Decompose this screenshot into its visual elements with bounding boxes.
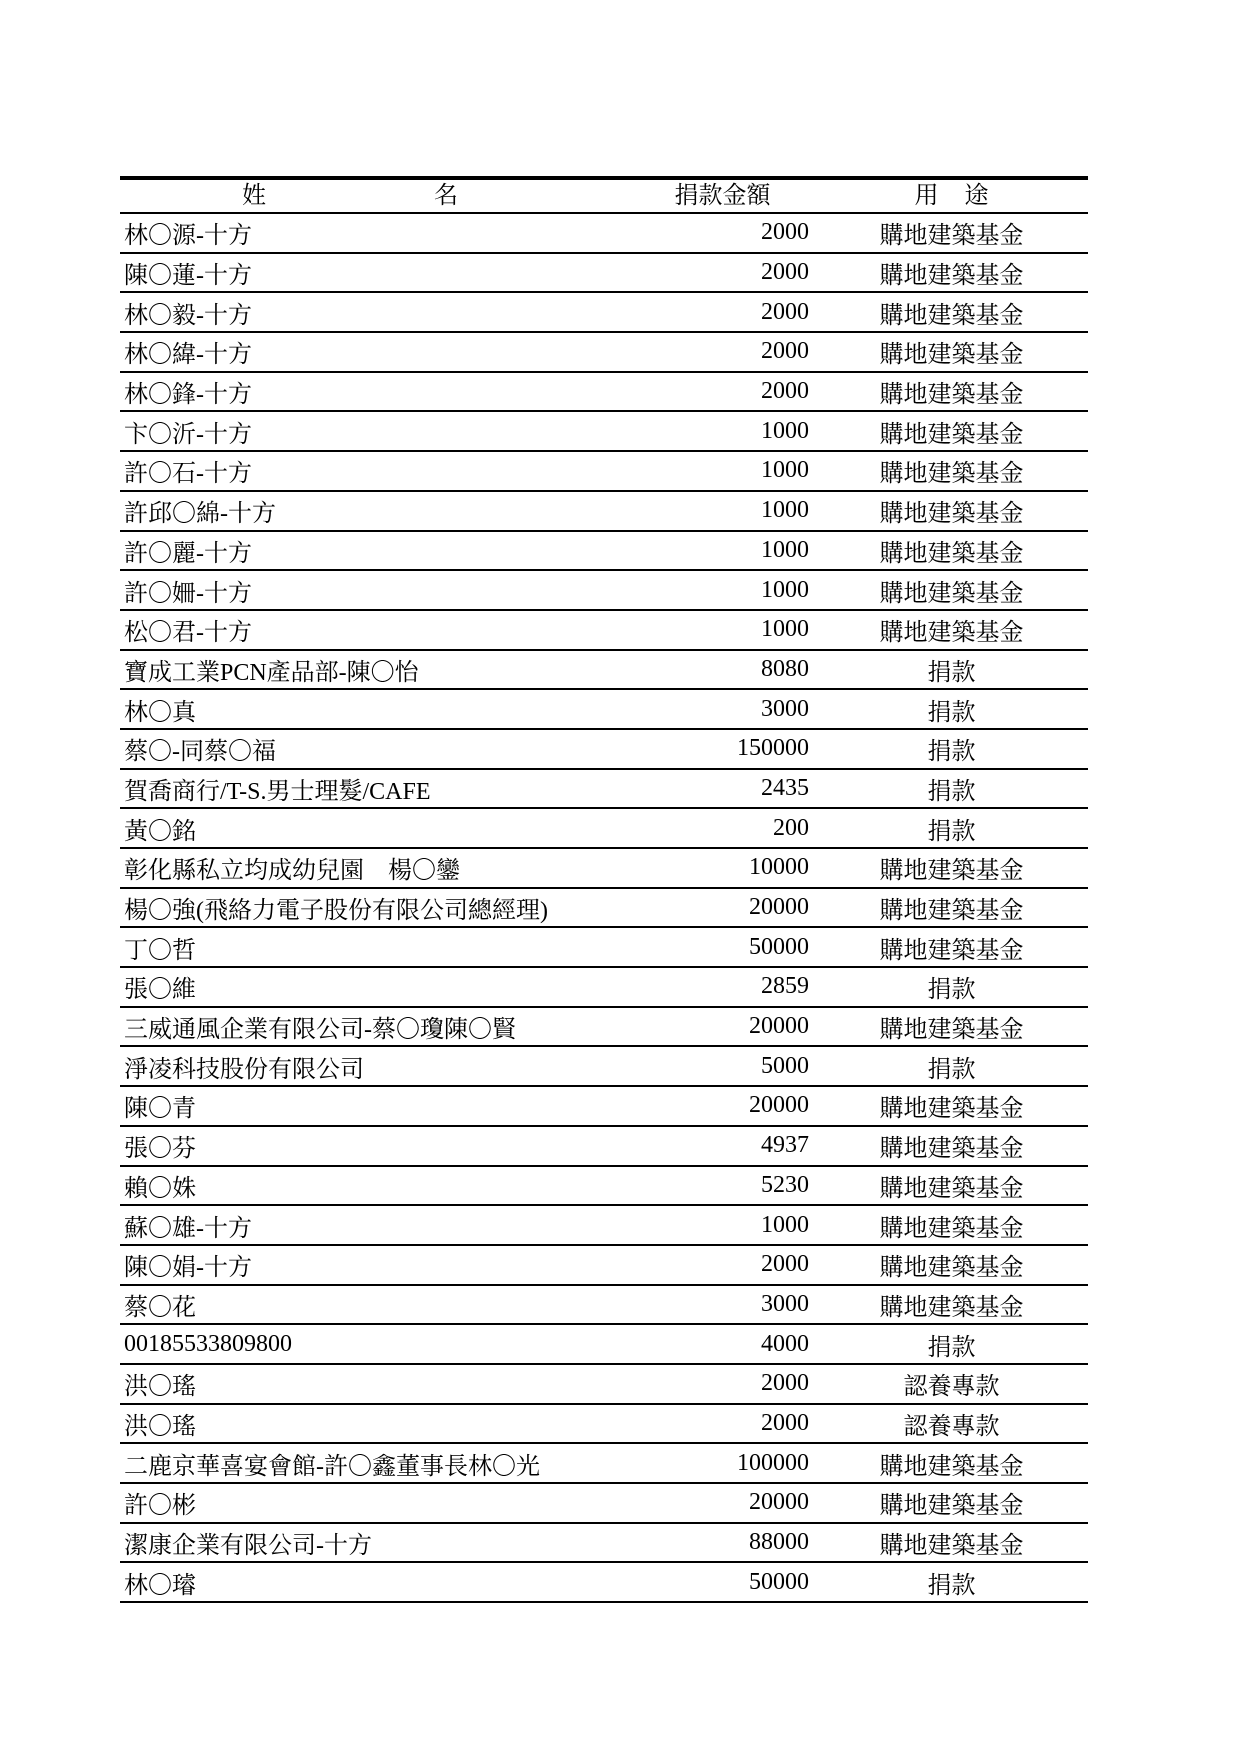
donation-amount-cell: 5230 [761,1171,809,1198]
donation-amount-cell: 2435 [761,774,809,801]
donor-name-cell: 彰化縣私立均成幼兒園 楊〇鑾 [124,858,460,885]
donor-name-cell: 許邱〇綿-十方 [124,501,276,528]
donor-name-cell: 賀喬商行/T-S.男士理髮/CAFE [124,778,431,805]
donation-purpose-cell: 購地建築基金 [879,898,1024,925]
table-row [120,1127,1088,1167]
donation-purpose-cell: 購地建築基金 [879,540,1024,567]
donor-name-cell: 二鹿京華喜宴會館-許〇鑫董事長林〇光 [124,1453,540,1480]
donation-amount-cell: 5000 [761,1052,809,1079]
table-row [120,1167,1088,1207]
donation-purpose-cell: 捐款 [927,1334,976,1361]
donation-purpose-cell: 購地建築基金 [879,1493,1024,1520]
header-amount: 捐款金額 [674,183,771,209]
donation-amount-cell: 50000 [749,933,809,960]
donation-purpose-cell: 購地建築基金 [879,263,1024,290]
header-name: 姓 名 [242,183,498,209]
donor-name-cell: 丁〇哲 [124,937,196,964]
donor-name-cell: 陳〇蓮-十方 [124,263,252,290]
donor-name-cell: 林〇毅-十方 [124,302,252,329]
table-row [120,214,1088,254]
donor-name-cell: 蔡〇-同蔡〇福 [124,739,276,766]
table-row [120,1047,1088,1087]
donor-name-cell: 林〇緯-十方 [124,342,252,369]
donation-amount-cell: 2000 [761,1409,809,1436]
table-row [120,770,1088,810]
donor-name-cell: 張〇維 [124,977,196,1004]
donation-purpose-cell: 購地建築基金 [879,501,1024,528]
donor-name-cell: 林〇璿 [124,1572,196,1599]
donation-purpose-cell: 認養專款 [903,1374,1000,1401]
donation-purpose-cell: 購地建築基金 [879,1175,1024,1202]
table-row [120,1087,1088,1127]
donor-name-cell: 張〇芬 [124,1136,196,1163]
table-row [120,412,1088,452]
donation-purpose-cell: 購地建築基金 [879,1096,1024,1123]
donor-name-cell: 蔡〇花 [124,1294,196,1321]
table-row [120,1405,1088,1445]
donor-name-cell: 楊〇強(飛絡力電子股份有限公司總經理) [124,898,548,925]
donor-name-cell: 洪〇瑤 [124,1374,196,1401]
table-header-row [120,176,1088,214]
table-row [120,492,1088,532]
donation-amount-cell: 50000 [749,1568,809,1595]
table-row [120,690,1088,730]
donation-purpose-cell: 購地建築基金 [879,382,1024,409]
donation-purpose-cell: 購地建築基金 [879,342,1024,369]
table-row [120,1206,1088,1246]
donation-purpose-cell: 購地建築基金 [879,1453,1024,1480]
donation-amount-cell: 10000 [749,854,809,881]
donation-purpose-cell: 購地建築基金 [879,461,1024,488]
table-row [120,889,1088,929]
donation-purpose-cell: 捐款 [927,818,976,845]
table-row [120,571,1088,611]
donation-purpose-cell: 購地建築基金 [879,223,1024,250]
table-body [120,214,1088,1603]
donation-amount-cell: 88000 [749,1529,809,1556]
table-row [120,452,1088,492]
donor-name-cell: 許〇麗-十方 [124,540,252,567]
donation-amount-cell: 3000 [761,1290,809,1317]
table-row [120,1325,1088,1365]
donor-name-cell: 林〇鋒-十方 [124,382,252,409]
table-row [120,968,1088,1008]
donation-table [120,176,1088,1603]
donor-name-cell: 松〇君-十方 [124,620,252,647]
donor-name-cell: 三威通風企業有限公司-蔡〇瓊陳〇賢 [124,1017,516,1044]
donation-amount-cell: 2000 [761,219,809,246]
donation-amount-cell: 1000 [761,576,809,603]
donation-purpose-cell: 購地建築基金 [879,1017,1024,1044]
donation-amount-cell: 150000 [737,735,809,762]
donation-amount-cell: 2000 [761,1370,809,1397]
donation-purpose-cell: 購地建築基金 [879,421,1024,448]
donor-name-cell: 黃〇銘 [124,818,196,845]
donation-purpose-cell: 捐款 [927,659,976,686]
donation-amount-cell: 4937 [761,1132,809,1159]
donation-amount-cell: 1000 [761,616,809,643]
table-row [120,333,1088,373]
donor-name-cell: 潔康企業有限公司-十方 [124,1533,372,1560]
table-row [120,254,1088,294]
donor-name-cell: 卞〇沂-十方 [124,421,252,448]
donation-purpose-cell: 購地建築基金 [879,937,1024,964]
donor-name-cell: 林〇真 [124,699,196,726]
donation-purpose-cell: 捐款 [927,699,976,726]
donor-name-cell: 賴〇姝 [124,1175,196,1202]
table-row [120,611,1088,651]
donation-purpose-cell: 捐款 [927,977,976,1004]
table-row [120,1444,1088,1484]
donation-amount-cell: 1000 [761,536,809,563]
donation-purpose-cell: 購地建築基金 [879,1533,1024,1560]
donation-purpose-cell: 捐款 [927,739,976,766]
table-row [120,1008,1088,1048]
donation-amount-cell: 2000 [761,259,809,286]
donation-amount-cell: 1000 [761,457,809,484]
table-row [120,809,1088,849]
header-purpose: 用 途 [914,183,999,209]
donation-amount-cell: 100000 [737,1449,809,1476]
table-row [120,1286,1088,1326]
donation-purpose-cell: 購地建築基金 [879,580,1024,607]
table-row [120,849,1088,889]
table-row [120,293,1088,333]
table-row [120,1563,1088,1603]
donation-purpose-cell: 購地建築基金 [879,1215,1024,1242]
donation-amount-cell: 200 [773,814,809,841]
donor-name-cell: 洪〇瑤 [124,1413,196,1440]
donation-amount-cell: 2859 [761,973,809,1000]
donation-amount-cell: 1000 [761,1211,809,1238]
table-row [120,730,1088,770]
donor-name-cell: 林〇源-十方 [124,223,252,250]
donation-purpose-cell: 購地建築基金 [879,1255,1024,1282]
donation-purpose-cell: 購地建築基金 [879,302,1024,329]
donor-name-cell: 淨凌科技股份有限公司 [124,1056,364,1083]
donation-amount-cell: 2000 [761,298,809,325]
donor-name-cell: 陳〇青 [124,1096,196,1123]
donation-amount-cell: 4000 [761,1330,809,1357]
donation-purpose-cell: 捐款 [927,1572,976,1599]
donation-purpose-cell: 認養專款 [903,1413,1000,1440]
donation-amount-cell: 20000 [749,894,809,921]
table-row [120,532,1088,572]
table-row [120,1246,1088,1286]
donation-amount-cell: 20000 [749,1013,809,1040]
donation-amount-cell: 20000 [749,1092,809,1119]
donation-amount-cell: 20000 [749,1489,809,1516]
table-row [120,373,1088,413]
donation-purpose-cell: 購地建築基金 [879,620,1024,647]
donor-name-cell: 許〇石-十方 [124,461,252,488]
table-row [120,1484,1088,1524]
donor-name-cell: 許〇彬 [124,1493,196,1520]
donor-name-cell: 陳〇娟-十方 [124,1255,252,1282]
donation-amount-cell: 1000 [761,497,809,524]
donor-name-cell: 蘇〇雄-十方 [124,1215,252,1242]
donation-amount-cell: 3000 [761,695,809,722]
donor-name-cell: 許〇姍-十方 [124,580,252,607]
donor-name-cell: 寶成工業PCN產品部-陳〇怡 [124,659,419,686]
donation-purpose-cell: 捐款 [927,1056,976,1083]
table-row [120,1524,1088,1564]
donation-amount-cell: 2000 [761,378,809,405]
donation-amount-cell: 1000 [761,417,809,444]
donation-amount-cell: 2000 [761,338,809,365]
donor-name-cell: 00185533809800 [124,1330,292,1357]
donation-purpose-cell: 購地建築基金 [879,1136,1024,1163]
donation-amount-cell: 2000 [761,1251,809,1278]
table-row [120,928,1088,968]
donation-amount-cell: 8080 [761,655,809,682]
donation-purpose-cell: 捐款 [927,778,976,805]
table-row [120,651,1088,691]
table-row [120,1365,1088,1405]
donation-purpose-cell: 購地建築基金 [879,858,1024,885]
donation-purpose-cell: 購地建築基金 [879,1294,1024,1321]
